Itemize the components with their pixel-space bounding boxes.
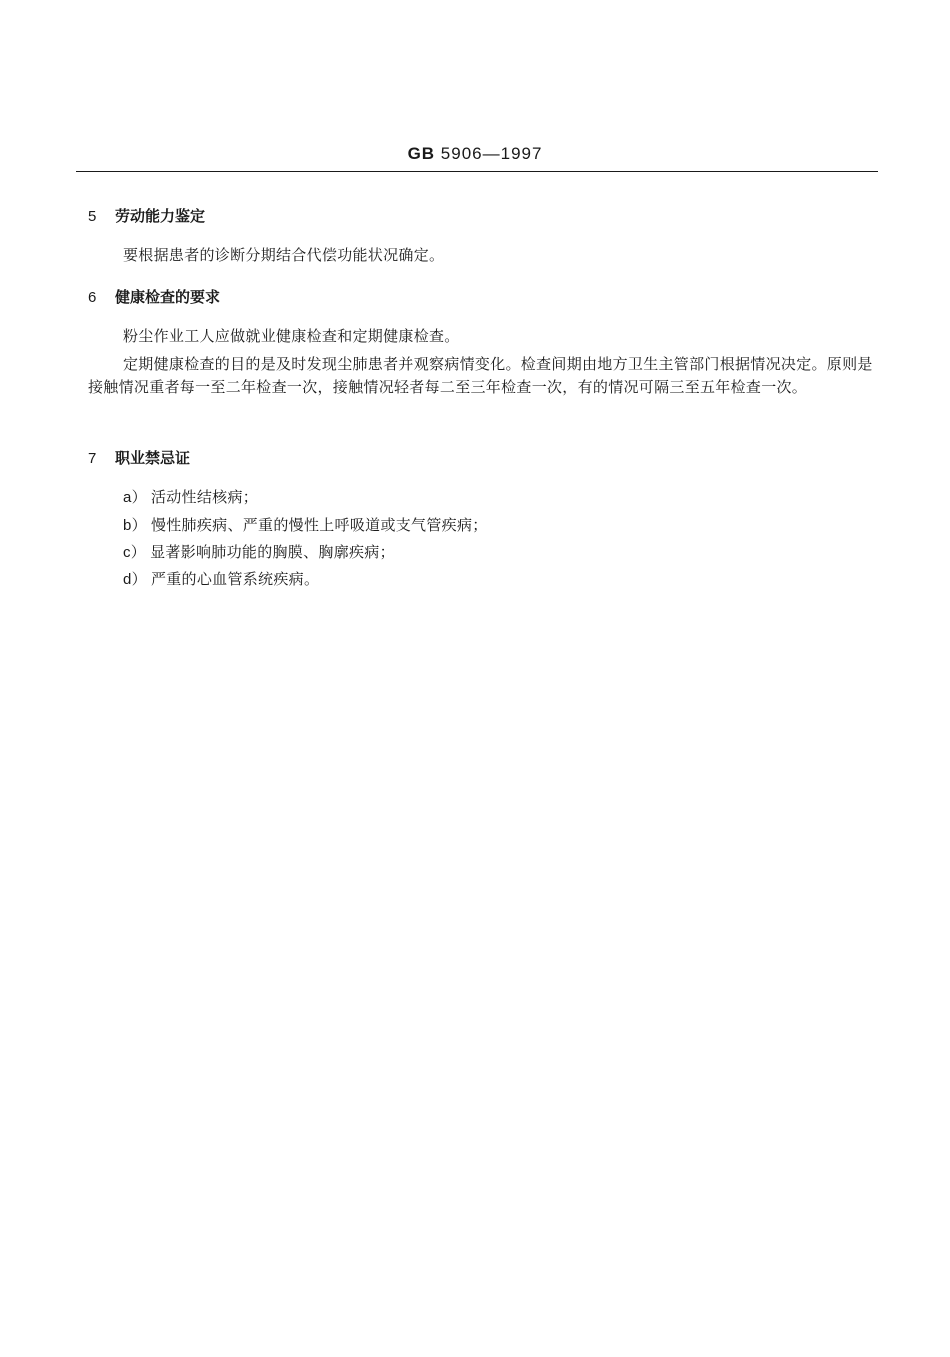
section-5-heading <box>88 205 205 228</box>
list-item-text: 慢性肺疾病、严重的慢性上呼吸道或支气管疾病； <box>150 516 488 534</box>
list-item <box>123 486 258 509</box>
list-item <box>123 514 488 537</box>
section-6-paragraph-2: 定期健康检查的目的是及时发现尘肺患者并观察病情变化。检查间期由地方卫生主管部门根据情况决定。原则是接触情况重者每一至二年检查一次，接触情况轻者每二至三年检查一次，有的情况可隔三至五年检查一次。 <box>88 355 873 396</box>
standard-prefix: GB <box>407 144 436 163</box>
list-item-text: 严重的心血管系统疾病。 <box>150 570 320 588</box>
section-number: 5 <box>88 208 97 225</box>
list-item <box>123 568 319 591</box>
section-5-paragraph: 要根据患者的诊断分期结合代偿功能状况确定。 <box>123 246 445 264</box>
document-header <box>0 143 950 165</box>
standard-code: 5906—1997 <box>440 144 543 163</box>
section-title: 职业禁忌证 <box>115 449 191 467</box>
section-number: 6 <box>88 289 97 306</box>
list-item-label: c） <box>123 544 147 561</box>
section-number: 7 <box>88 450 97 467</box>
header-rule <box>76 171 878 172</box>
list-item-label: d） <box>123 571 147 588</box>
list-item-label: a） <box>123 489 147 506</box>
section-6-heading <box>88 286 220 309</box>
section-7-heading <box>88 447 190 470</box>
section-title: 健康检查的要求 <box>115 288 221 306</box>
list-item-text: 显著影响肺功能的胸膜、胸廓疾病； <box>150 543 395 561</box>
section-title: 劳动能力鉴定 <box>115 207 206 225</box>
list-item <box>123 541 395 564</box>
list-item-label: b） <box>123 517 147 534</box>
section-6-paragraph-1: 粉尘作业工人应做就业健康检查和定期健康检查。 <box>123 327 460 345</box>
list-item-text: 活动性结核病； <box>150 488 259 506</box>
